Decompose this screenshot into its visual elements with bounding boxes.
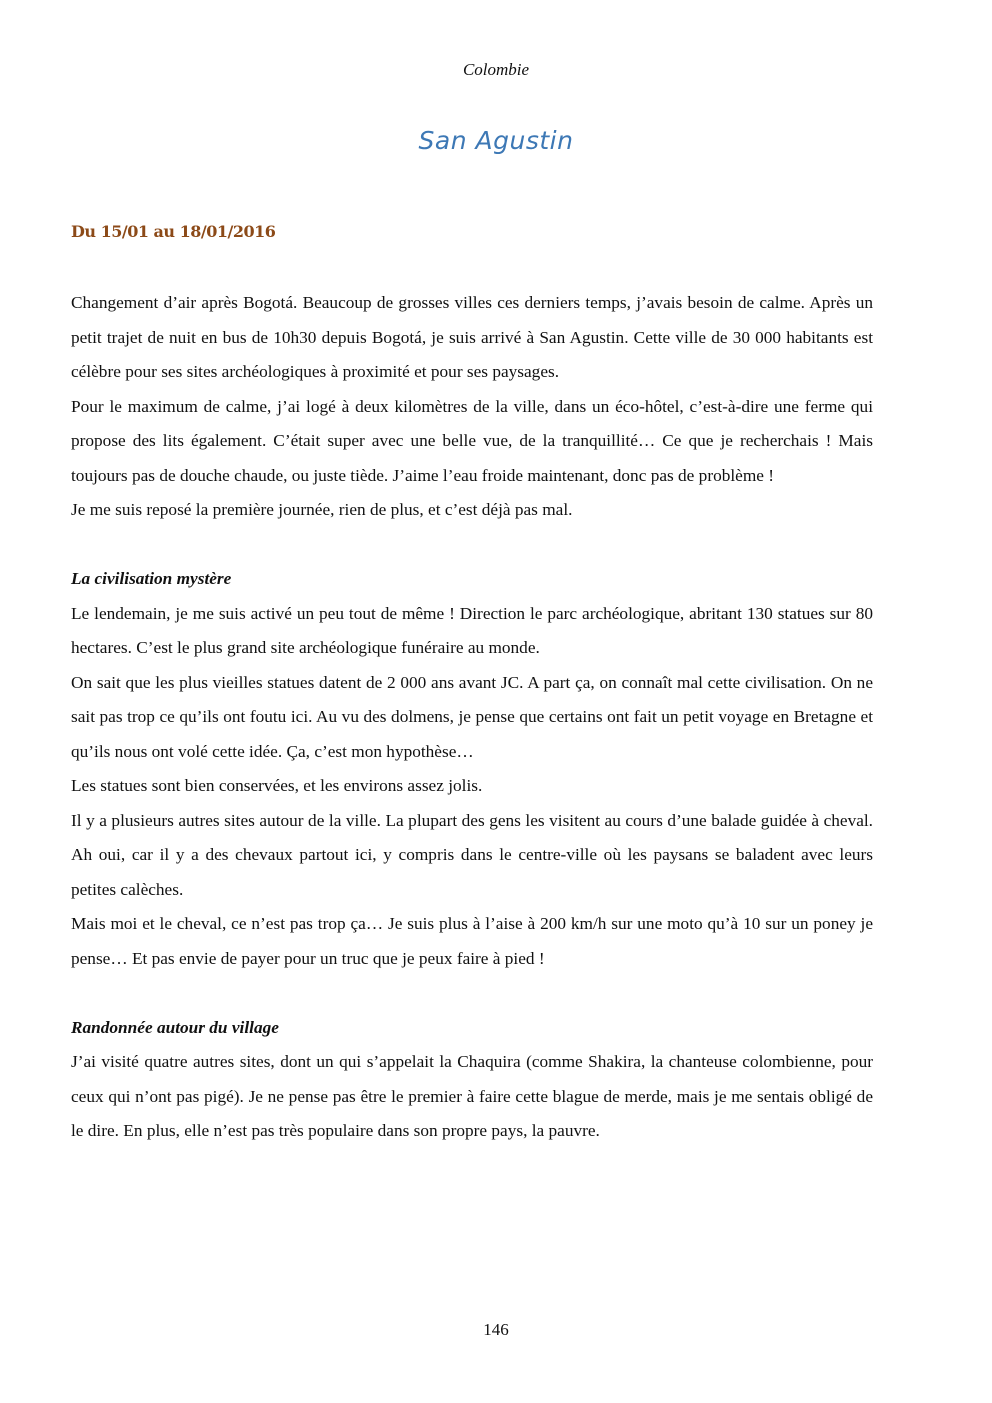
section1-paragraph-2: On sait que les plus vieilles statues datent de 2 000 ans avant JC. A part ça, on connaît mal cette civilisation. On ne sait pas trop ce qu’ils ont foutu ici. Au vu des dolmens, je pense que certains ont fait un petit voyage en Bretagne et qu’ils nous ont volé cette idée. Ça, c’est mon hypothèse…	[71, 672, 873, 761]
section-heading-randonnee: Randonnée autour du village	[71, 1017, 279, 1037]
date-range: Du 15/01 au 18/01/2016	[71, 222, 276, 241]
article-body	[71, 218, 873, 1149]
section1-paragraph-4: Il y a plusieurs autres sites autour de la ville. La plupart des gens les visitent au cours d’une balade guidée à cheval. Ah oui, car il y a des chevaux partout ici, y compris dans le centre-ville où les paysans se baladent avec leurs petites calèches.	[71, 810, 873, 899]
section1-paragraph-1: Le lendemain, je me suis activé un peu tout de même ! Direction le parc archéologique, abritant 130 statues sur 80 hectares. C’est le plus grand site archéologique funéraire au monde.	[71, 603, 873, 657]
page-number: 146	[483, 1320, 509, 1339]
section2-paragraph-1: J’ai visité quatre autres sites, dont un qui s’appelait la Chaquira (comme Shakira, la chanteuse colombienne, pour ceux qui n’ont pas pigé). Je ne pense pas être le premier à faire cette blague de merde, mais je me sentais obligé de le dire. En plus, elle n’est pas très populaire dans son propre pays, la pauvre.	[71, 1052, 873, 1140]
intro-paragraph-1: Changement d’air après Bogotá. Beaucoup de grosses villes ces derniers temps, j’avais besoin de calme. Après un petit trajet de nuit en bus de 10h30 depuis Bogotá, je suis arrivé à San Agustin. Cette ville de 30 000 habitants est célèbre pour ses sites archéologiques à proximité et pour ses paysages.	[71, 293, 873, 381]
section-heading-civilisation: La civilisation mystère	[71, 569, 232, 588]
running-header: Colombie	[462, 60, 530, 79]
page-title: San Agustin	[418, 126, 574, 155]
intro-paragraph-3: Je me suis reposé la première journée, rien de plus, et c’est déjà pas mal.	[71, 500, 573, 519]
section1-paragraph-5: Mais moi et le cheval, ce n’est pas trop ça… Je suis plus à l’aise à 200 km/h sur une moto qu’à 10 sur un poney je pense… Et pas envie de payer pour un truc que je peux faire à pied !	[71, 914, 873, 968]
intro-paragraph-2: Pour le maximum de calme, j’ai logé à deux kilomètres de la ville, dans un éco-hôtel, c’est-à-dire une ferme qui propose des lits également. C’était super avec une belle vue, de la tranquillité… Ce que je recherchais ! Mais toujours pas de douche chaude, ou juste tiède. J’aime l’eau froide maintenant, donc pas de problème !	[71, 396, 873, 485]
section1-paragraph-3: Les statues sont bien conservées, et les environs assez jolis.	[71, 776, 483, 795]
